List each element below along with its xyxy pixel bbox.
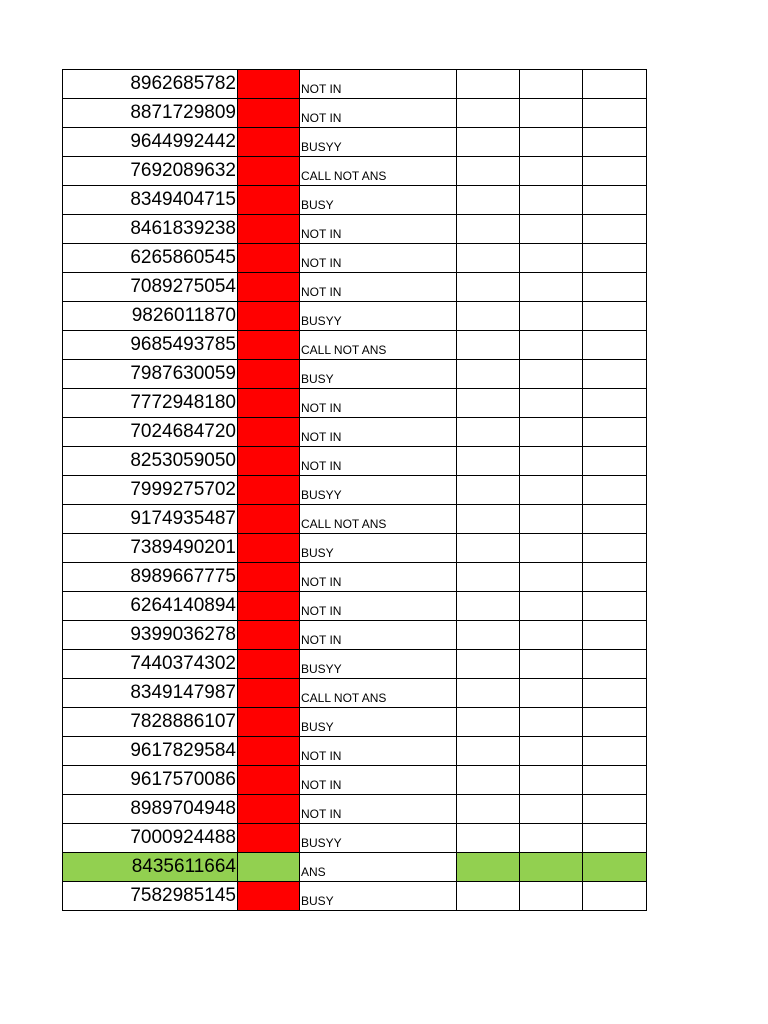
empty-cell[interactable] bbox=[457, 273, 520, 302]
call-status-cell[interactable]: CALL NOT ANS bbox=[300, 679, 457, 708]
empty-cell[interactable] bbox=[583, 360, 647, 389]
call-status-cell[interactable]: NOT IN bbox=[300, 795, 457, 824]
status-color-cell[interactable] bbox=[238, 389, 300, 418]
empty-cell[interactable] bbox=[520, 563, 583, 592]
table-row bbox=[63, 389, 647, 418]
call-status-cell[interactable]: NOT IN bbox=[300, 563, 457, 592]
empty-cell[interactable] bbox=[520, 128, 583, 157]
table-row bbox=[63, 650, 647, 679]
call-status-cell[interactable]: NOT IN bbox=[300, 273, 457, 302]
empty-cell[interactable] bbox=[457, 302, 520, 331]
status-color-cell[interactable] bbox=[238, 331, 300, 360]
empty-cell[interactable] bbox=[583, 476, 647, 505]
empty-cell[interactable] bbox=[583, 737, 647, 766]
empty-cell[interactable] bbox=[520, 244, 583, 273]
phone-number-cell[interactable]: 9644992442 bbox=[63, 128, 238, 157]
status-color-cell[interactable] bbox=[238, 186, 300, 215]
phone-number-cell[interactable]: 8349147987 bbox=[63, 679, 238, 708]
phone-number-cell[interactable]: 8461839238 bbox=[63, 215, 238, 244]
call-status-cell[interactable]: ANS bbox=[300, 853, 457, 882]
empty-cell[interactable] bbox=[457, 244, 520, 273]
status-color-cell[interactable] bbox=[238, 273, 300, 302]
table-row bbox=[63, 273, 647, 302]
call-status-cell[interactable]: NOT IN bbox=[300, 244, 457, 273]
table-row bbox=[63, 186, 647, 215]
empty-cell[interactable] bbox=[520, 766, 583, 795]
empty-cell[interactable] bbox=[583, 824, 647, 853]
phone-number-cell[interactable]: 8989704948 bbox=[63, 795, 238, 824]
phone-number-cell[interactable]: 9399036278 bbox=[63, 621, 238, 650]
table-row bbox=[63, 505, 647, 534]
empty-cell[interactable] bbox=[583, 650, 647, 679]
table-row bbox=[63, 853, 647, 882]
phone-number-cell[interactable]: 6264140894 bbox=[63, 592, 238, 621]
empty-cell[interactable] bbox=[520, 157, 583, 186]
call-status-cell[interactable]: CALL NOT ANS bbox=[300, 157, 457, 186]
table-row bbox=[63, 302, 647, 331]
empty-cell[interactable] bbox=[457, 882, 520, 911]
empty-cell[interactable] bbox=[520, 476, 583, 505]
table-row bbox=[63, 708, 647, 737]
empty-cell[interactable] bbox=[457, 215, 520, 244]
empty-cell[interactable] bbox=[457, 766, 520, 795]
empty-cell[interactable] bbox=[583, 708, 647, 737]
empty-cell[interactable] bbox=[520, 882, 583, 911]
empty-cell[interactable] bbox=[457, 70, 520, 99]
call-status-cell[interactable]: BUSYY bbox=[300, 650, 457, 679]
phone-number-cell[interactable]: 7024684720 bbox=[63, 418, 238, 447]
table-row bbox=[63, 99, 647, 128]
call-status-cell[interactable]: CALL NOT ANS bbox=[300, 505, 457, 534]
status-color-cell[interactable] bbox=[238, 853, 300, 882]
empty-cell[interactable] bbox=[520, 824, 583, 853]
phone-number-cell[interactable]: 6265860545 bbox=[63, 244, 238, 273]
phone-number-cell[interactable]: 7999275702 bbox=[63, 476, 238, 505]
phone-number-cell[interactable]: 8253059050 bbox=[63, 447, 238, 476]
empty-cell[interactable] bbox=[583, 273, 647, 302]
status-color-cell[interactable] bbox=[238, 882, 300, 911]
empty-cell[interactable] bbox=[520, 215, 583, 244]
empty-cell[interactable] bbox=[457, 737, 520, 766]
status-color-cell[interactable] bbox=[238, 563, 300, 592]
table-row bbox=[63, 244, 647, 273]
phone-number-cell[interactable]: 7828886107 bbox=[63, 708, 238, 737]
empty-cell[interactable] bbox=[457, 389, 520, 418]
empty-cell[interactable] bbox=[583, 882, 647, 911]
empty-cell[interactable] bbox=[520, 621, 583, 650]
status-color-cell[interactable] bbox=[238, 766, 300, 795]
call-status-sheet bbox=[62, 69, 647, 911]
empty-cell[interactable] bbox=[520, 447, 583, 476]
status-color-cell[interactable] bbox=[238, 244, 300, 273]
status-color-cell[interactable] bbox=[238, 679, 300, 708]
empty-cell[interactable] bbox=[457, 592, 520, 621]
empty-cell[interactable] bbox=[520, 273, 583, 302]
table-row bbox=[63, 447, 647, 476]
status-color-cell[interactable] bbox=[238, 128, 300, 157]
phone-number-cell[interactable]: 7440374302 bbox=[63, 650, 238, 679]
phone-number-cell[interactable]: 8435611664 bbox=[63, 853, 238, 882]
table-row bbox=[63, 882, 647, 911]
empty-cell[interactable] bbox=[520, 708, 583, 737]
empty-cell[interactable] bbox=[583, 679, 647, 708]
status-color-cell[interactable] bbox=[238, 650, 300, 679]
status-color-cell[interactable] bbox=[238, 157, 300, 186]
call-status-cell[interactable]: BUSY bbox=[300, 534, 457, 563]
phone-number-cell[interactable]: 7582985145 bbox=[63, 882, 238, 911]
call-status-cell[interactable]: NOT IN bbox=[300, 737, 457, 766]
empty-cell[interactable] bbox=[583, 563, 647, 592]
empty-cell[interactable] bbox=[520, 99, 583, 128]
call-status-cell[interactable]: BUSYY bbox=[300, 824, 457, 853]
table-row bbox=[63, 766, 647, 795]
call-status-cell[interactable]: BUSY bbox=[300, 360, 457, 389]
phone-number-cell[interactable]: 7692089632 bbox=[63, 157, 238, 186]
empty-cell[interactable] bbox=[520, 505, 583, 534]
call-status-cell[interactable]: BUSYY bbox=[300, 128, 457, 157]
call-status-cell[interactable]: NOT IN bbox=[300, 621, 457, 650]
empty-cell[interactable] bbox=[457, 534, 520, 563]
table-row bbox=[63, 563, 647, 592]
empty-cell[interactable] bbox=[583, 215, 647, 244]
status-color-cell[interactable] bbox=[238, 824, 300, 853]
status-color-cell[interactable] bbox=[238, 360, 300, 389]
empty-cell[interactable] bbox=[457, 795, 520, 824]
empty-cell[interactable] bbox=[583, 99, 647, 128]
status-color-cell[interactable] bbox=[238, 708, 300, 737]
empty-cell[interactable] bbox=[457, 157, 520, 186]
phone-number-cell[interactable]: 8989667775 bbox=[63, 563, 238, 592]
empty-cell[interactable] bbox=[583, 389, 647, 418]
empty-cell[interactable] bbox=[457, 360, 520, 389]
table-row bbox=[63, 824, 647, 853]
empty-cell[interactable] bbox=[457, 476, 520, 505]
call-status-cell[interactable]: NOT IN bbox=[300, 592, 457, 621]
status-color-cell[interactable] bbox=[238, 447, 300, 476]
table-row bbox=[63, 331, 647, 360]
empty-cell[interactable] bbox=[457, 331, 520, 360]
empty-cell[interactable] bbox=[583, 592, 647, 621]
empty-cell[interactable] bbox=[583, 157, 647, 186]
call-status-cell[interactable]: BUSY bbox=[300, 186, 457, 215]
status-color-cell[interactable] bbox=[238, 476, 300, 505]
status-color-cell[interactable] bbox=[238, 215, 300, 244]
status-color-cell[interactable] bbox=[238, 70, 300, 99]
table-row bbox=[63, 737, 647, 766]
call-status-cell[interactable]: NOT IN bbox=[300, 447, 457, 476]
phone-number-cell[interactable]: 8962685782 bbox=[63, 70, 238, 99]
call-status-cell[interactable]: BUSYY bbox=[300, 476, 457, 505]
empty-cell[interactable] bbox=[520, 737, 583, 766]
phone-number-cell[interactable]: 9617570086 bbox=[63, 766, 238, 795]
empty-cell[interactable] bbox=[520, 70, 583, 99]
phone-number-cell[interactable]: 9174935487 bbox=[63, 505, 238, 534]
empty-cell[interactable] bbox=[457, 650, 520, 679]
empty-cell[interactable] bbox=[457, 128, 520, 157]
empty-cell[interactable] bbox=[457, 708, 520, 737]
sheet-body bbox=[63, 70, 647, 911]
table-row bbox=[63, 215, 647, 244]
status-color-cell[interactable] bbox=[238, 621, 300, 650]
empty-cell[interactable] bbox=[457, 824, 520, 853]
status-color-cell[interactable] bbox=[238, 418, 300, 447]
empty-cell[interactable] bbox=[457, 418, 520, 447]
empty-cell[interactable] bbox=[520, 389, 583, 418]
table-row bbox=[63, 679, 647, 708]
table-row bbox=[63, 128, 647, 157]
empty-cell[interactable] bbox=[583, 795, 647, 824]
empty-cell[interactable] bbox=[457, 621, 520, 650]
empty-cell[interactable] bbox=[583, 244, 647, 273]
empty-cell[interactable] bbox=[520, 331, 583, 360]
table-row bbox=[63, 534, 647, 563]
empty-cell[interactable] bbox=[583, 505, 647, 534]
empty-cell[interactable] bbox=[583, 534, 647, 563]
empty-cell[interactable] bbox=[457, 447, 520, 476]
status-color-cell[interactable] bbox=[238, 534, 300, 563]
empty-cell[interactable] bbox=[520, 650, 583, 679]
empty-cell[interactable] bbox=[457, 563, 520, 592]
empty-cell[interactable] bbox=[520, 360, 583, 389]
table-row bbox=[63, 360, 647, 389]
status-color-cell[interactable] bbox=[238, 795, 300, 824]
call-status-cell[interactable]: CALL NOT ANS bbox=[300, 331, 457, 360]
status-color-cell[interactable] bbox=[238, 505, 300, 534]
empty-cell[interactable] bbox=[583, 766, 647, 795]
table-row bbox=[63, 592, 647, 621]
phone-number-cell[interactable]: 8349404715 bbox=[63, 186, 238, 215]
empty-cell[interactable] bbox=[520, 534, 583, 563]
empty-cell[interactable] bbox=[520, 795, 583, 824]
phone-number-cell[interactable]: 9826011870 bbox=[63, 302, 238, 331]
status-color-cell[interactable] bbox=[238, 737, 300, 766]
call-status-cell[interactable]: NOT IN bbox=[300, 99, 457, 128]
table-row bbox=[63, 795, 647, 824]
empty-cell[interactable] bbox=[583, 853, 647, 882]
empty-cell[interactable] bbox=[457, 853, 520, 882]
table-row bbox=[63, 418, 647, 447]
call-status-cell[interactable]: NOT IN bbox=[300, 70, 457, 99]
empty-cell[interactable] bbox=[583, 186, 647, 215]
empty-cell[interactable] bbox=[520, 186, 583, 215]
empty-cell[interactable] bbox=[520, 679, 583, 708]
call-status-cell[interactable]: NOT IN bbox=[300, 418, 457, 447]
phone-number-cell[interactable]: 7000924488 bbox=[63, 824, 238, 853]
empty-cell[interactable] bbox=[457, 505, 520, 534]
empty-cell[interactable] bbox=[583, 70, 647, 99]
call-status-cell[interactable]: NOT IN bbox=[300, 389, 457, 418]
empty-cell[interactable] bbox=[457, 99, 520, 128]
empty-cell[interactable] bbox=[520, 418, 583, 447]
table-row bbox=[63, 70, 647, 99]
phone-number-cell[interactable]: 8871729809 bbox=[63, 99, 238, 128]
empty-cell[interactable] bbox=[583, 128, 647, 157]
empty-cell[interactable] bbox=[520, 853, 583, 882]
phone-number-cell[interactable]: 9617829584 bbox=[63, 737, 238, 766]
call-status-cell[interactable]: BUSY bbox=[300, 708, 457, 737]
table-row bbox=[63, 621, 647, 650]
status-color-cell[interactable] bbox=[238, 99, 300, 128]
call-status-cell[interactable]: BUSY bbox=[300, 882, 457, 911]
phone-number-cell[interactable]: 7772948180 bbox=[63, 389, 238, 418]
empty-cell[interactable] bbox=[457, 679, 520, 708]
empty-cell[interactable] bbox=[583, 418, 647, 447]
empty-cell[interactable] bbox=[457, 186, 520, 215]
empty-cell[interactable] bbox=[583, 302, 647, 331]
table-row bbox=[63, 157, 647, 186]
empty-cell[interactable] bbox=[520, 592, 583, 621]
empty-cell[interactable] bbox=[583, 621, 647, 650]
call-status-cell[interactable]: BUSYY bbox=[300, 302, 457, 331]
status-color-cell[interactable] bbox=[238, 592, 300, 621]
phone-number-cell[interactable]: 7389490201 bbox=[63, 534, 238, 563]
phone-number-cell[interactable]: 7987630059 bbox=[63, 360, 238, 389]
status-color-cell[interactable] bbox=[238, 302, 300, 331]
empty-cell[interactable] bbox=[583, 331, 647, 360]
call-status-cell[interactable]: NOT IN bbox=[300, 766, 457, 795]
table-row bbox=[63, 476, 647, 505]
empty-cell[interactable] bbox=[583, 447, 647, 476]
phone-number-cell[interactable]: 7089275054 bbox=[63, 273, 238, 302]
empty-cell[interactable] bbox=[520, 302, 583, 331]
call-status-cell[interactable]: NOT IN bbox=[300, 215, 457, 244]
phone-number-cell[interactable]: 9685493785 bbox=[63, 331, 238, 360]
